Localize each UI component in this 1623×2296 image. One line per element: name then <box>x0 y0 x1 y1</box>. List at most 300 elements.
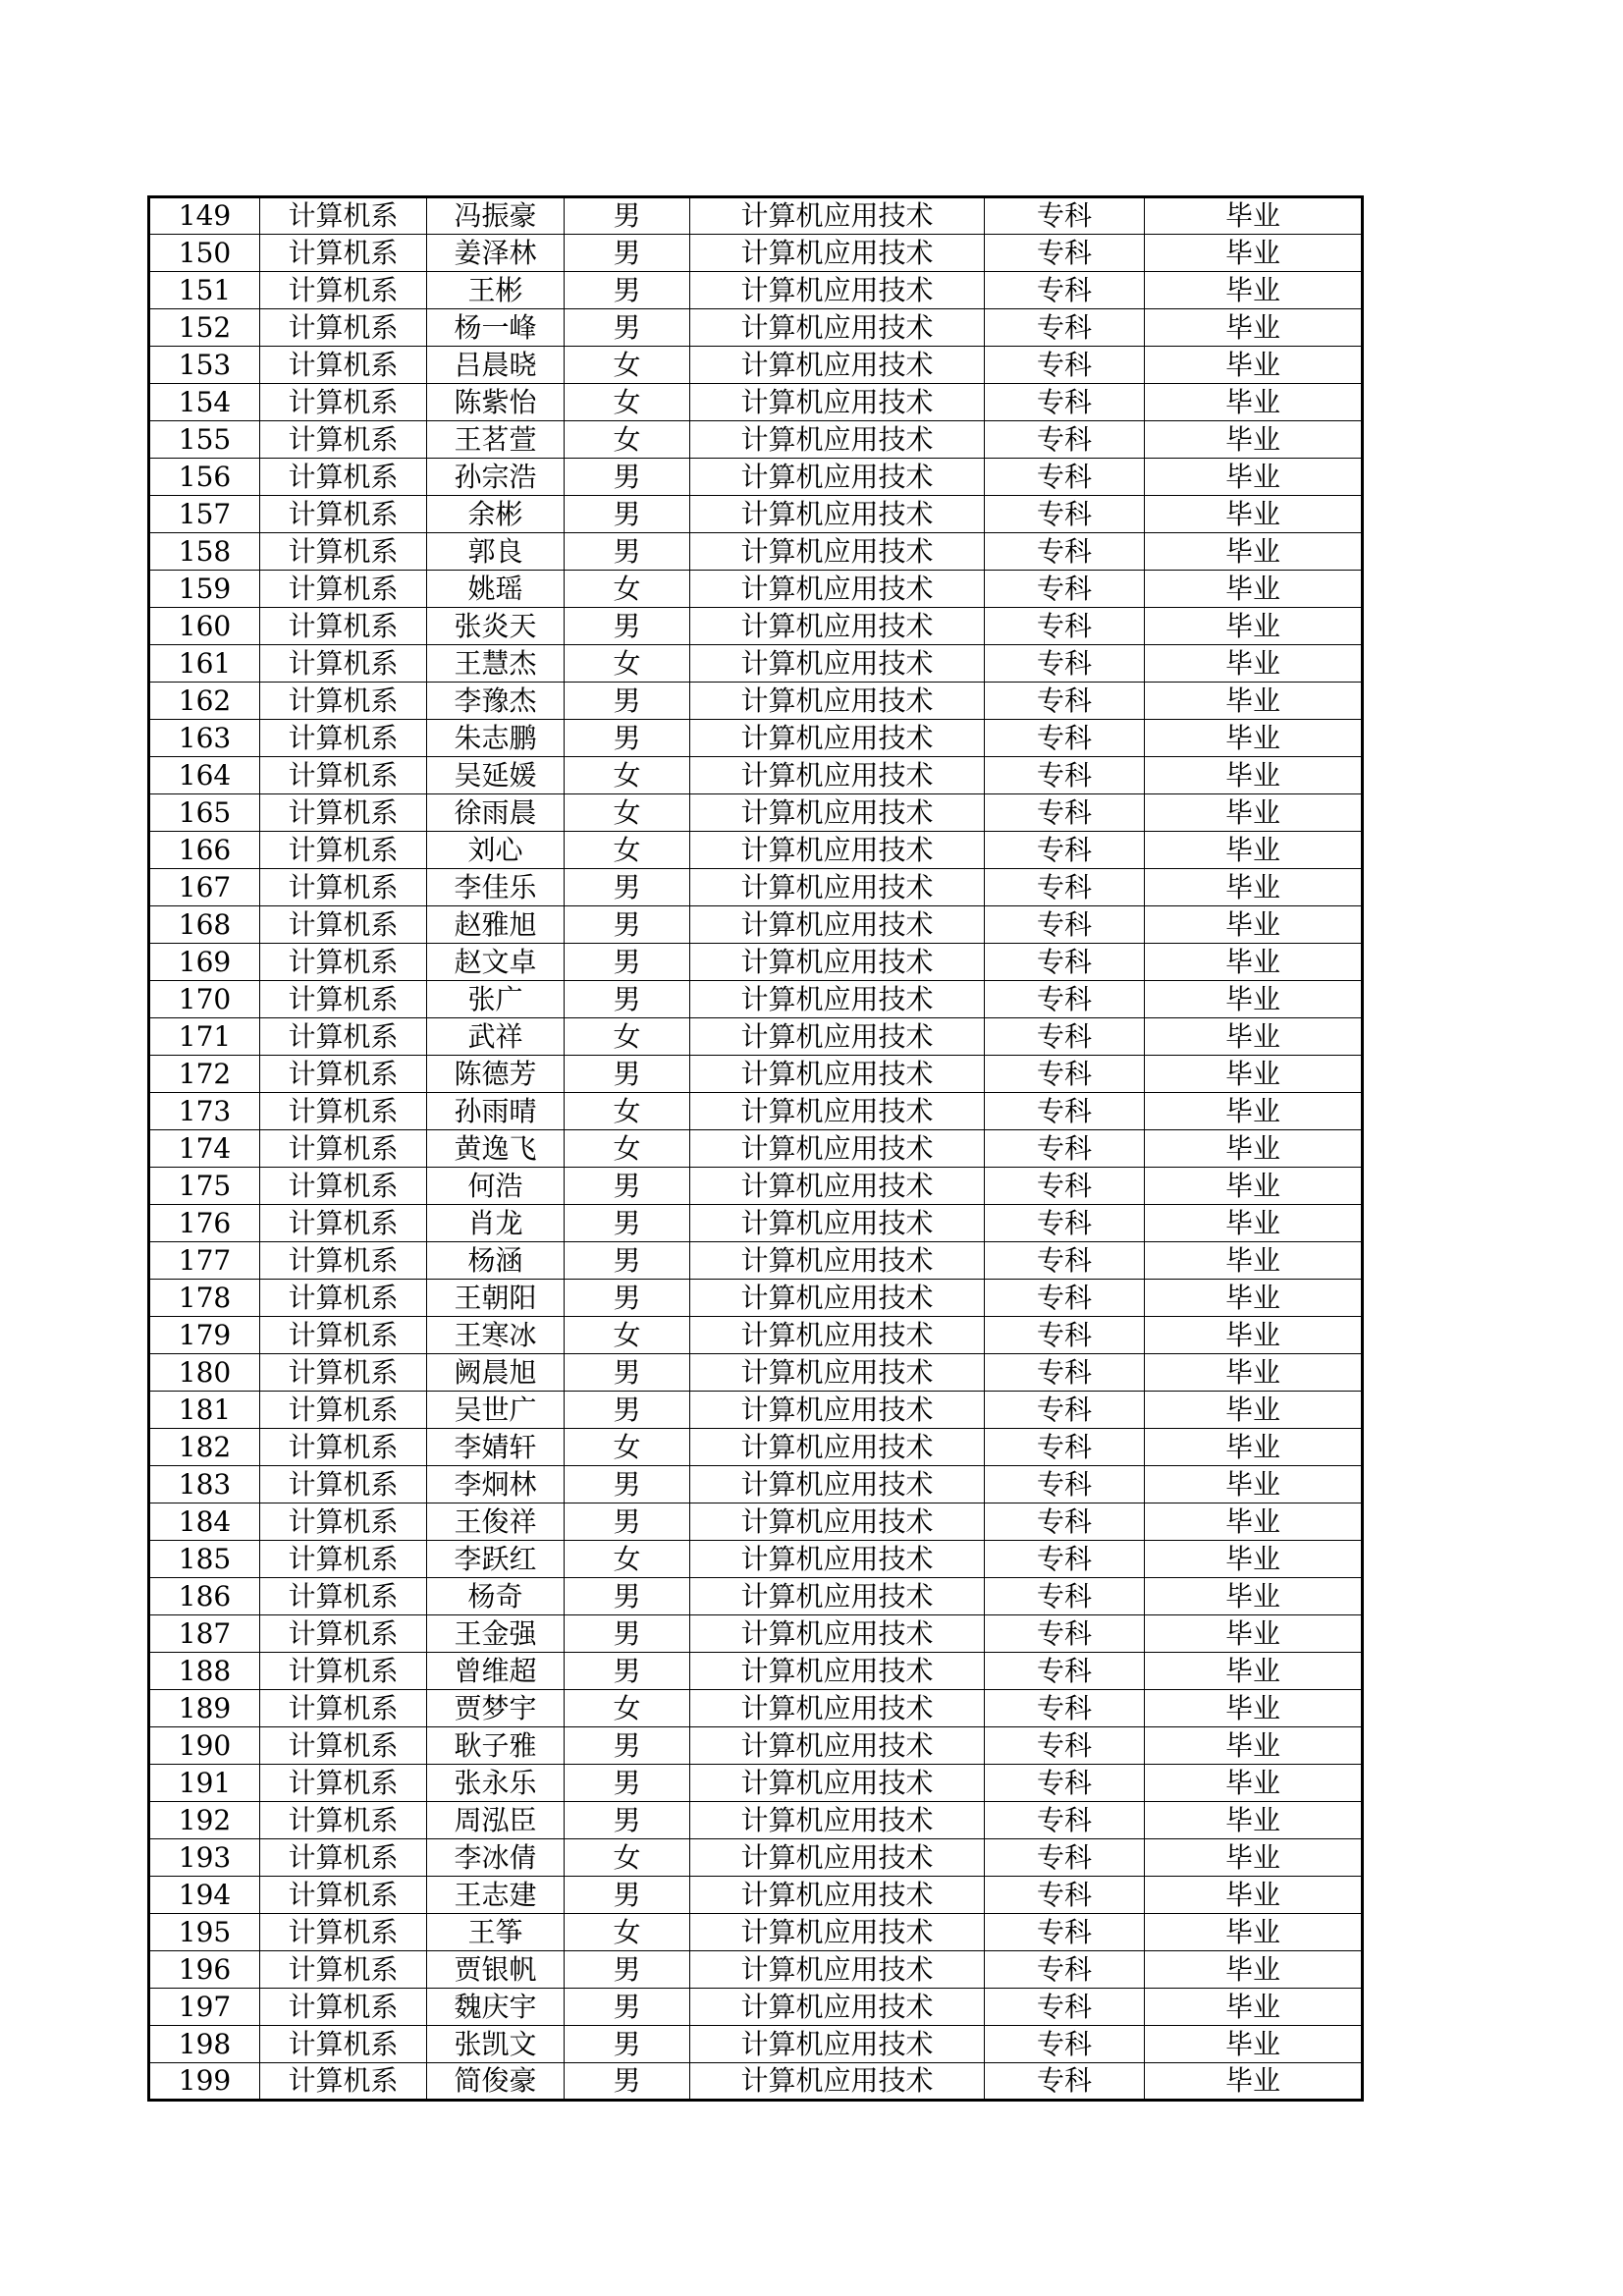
row-number-cell: 184 <box>149 1503 260 1541</box>
status-cell: 毕业 <box>1145 757 1363 794</box>
level-cell: 专科 <box>985 1205 1145 1242</box>
row-number-cell: 170 <box>149 981 260 1018</box>
table-row <box>149 645 1363 683</box>
table-row <box>149 533 1363 571</box>
gender-cell: 女 <box>565 1130 690 1168</box>
name-cell: 贾银帆 <box>427 1951 565 1989</box>
major-cell: 计算机应用技术 <box>690 1914 985 1951</box>
gender-cell: 男 <box>565 981 690 1018</box>
table-row <box>149 1354 1363 1392</box>
status-cell: 毕业 <box>1145 1765 1363 1802</box>
row-number-cell: 192 <box>149 1802 260 1839</box>
gender-cell: 男 <box>565 533 690 571</box>
name-cell: 李婧轩 <box>427 1429 565 1466</box>
level-cell: 专科 <box>985 1727 1145 1765</box>
status-cell: 毕业 <box>1145 981 1363 1018</box>
major-cell: 计算机应用技术 <box>690 1168 985 1205</box>
name-cell: 赵文卓 <box>427 944 565 981</box>
table-row <box>149 1503 1363 1541</box>
level-cell: 专科 <box>985 757 1145 794</box>
department-cell: 计算机系 <box>260 1242 427 1280</box>
level-cell: 专科 <box>985 384 1145 421</box>
row-number-cell: 176 <box>149 1205 260 1242</box>
row-number-cell: 158 <box>149 533 260 571</box>
table-row <box>149 683 1363 720</box>
status-cell: 毕业 <box>1145 2063 1363 2101</box>
department-cell: 计算机系 <box>260 981 427 1018</box>
row-number-cell: 177 <box>149 1242 260 1280</box>
level-cell: 专科 <box>985 683 1145 720</box>
department-cell: 计算机系 <box>260 869 427 906</box>
row-number-cell: 197 <box>149 1989 260 2026</box>
name-cell: 肖龙 <box>427 1205 565 1242</box>
gender-cell: 男 <box>565 309 690 347</box>
name-cell: 李佳乐 <box>427 869 565 906</box>
major-cell: 计算机应用技术 <box>690 794 985 832</box>
level-cell: 专科 <box>985 235 1145 272</box>
gender-cell: 男 <box>565 1951 690 1989</box>
level-cell: 专科 <box>985 1690 1145 1727</box>
status-cell: 毕业 <box>1145 1541 1363 1578</box>
level-cell: 专科 <box>985 1392 1145 1429</box>
major-cell: 计算机应用技术 <box>690 1802 985 1839</box>
name-cell: 王寒冰 <box>427 1317 565 1354</box>
department-cell: 计算机系 <box>260 1615 427 1653</box>
department-cell: 计算机系 <box>260 1392 427 1429</box>
name-cell: 何浩 <box>427 1168 565 1205</box>
level-cell: 专科 <box>985 1466 1145 1503</box>
level-cell: 专科 <box>985 645 1145 683</box>
table-row <box>149 347 1363 384</box>
name-cell: 张凯文 <box>427 2026 565 2063</box>
department-cell: 计算机系 <box>260 309 427 347</box>
name-cell: 姚瑶 <box>427 571 565 608</box>
major-cell: 计算机应用技术 <box>690 1056 985 1093</box>
major-cell: 计算机应用技术 <box>690 1727 985 1765</box>
name-cell: 杨一峰 <box>427 309 565 347</box>
name-cell: 刘心 <box>427 832 565 869</box>
table-row <box>149 1242 1363 1280</box>
major-cell: 计算机应用技术 <box>690 2026 985 2063</box>
major-cell: 计算机应用技术 <box>690 1541 985 1578</box>
name-cell: 陈紫怡 <box>427 384 565 421</box>
major-cell: 计算机应用技术 <box>690 1130 985 1168</box>
status-cell: 毕业 <box>1145 794 1363 832</box>
table-row <box>149 1317 1363 1354</box>
level-cell: 专科 <box>985 309 1145 347</box>
row-number-cell: 193 <box>149 1839 260 1877</box>
table-row <box>149 1914 1363 1951</box>
name-cell: 吕晨晓 <box>427 347 565 384</box>
department-cell: 计算机系 <box>260 2026 427 2063</box>
gender-cell: 女 <box>565 571 690 608</box>
department-cell: 计算机系 <box>260 459 427 496</box>
level-cell: 专科 <box>985 1168 1145 1205</box>
department-cell: 计算机系 <box>260 1130 427 1168</box>
major-cell: 计算机应用技术 <box>690 608 985 645</box>
name-cell: 吴延媛 <box>427 757 565 794</box>
gender-cell: 女 <box>565 1839 690 1877</box>
gender-cell: 女 <box>565 1690 690 1727</box>
level-cell: 专科 <box>985 794 1145 832</box>
department-cell: 计算机系 <box>260 1839 427 1877</box>
department-cell: 计算机系 <box>260 1914 427 1951</box>
name-cell: 杨奇 <box>427 1578 565 1615</box>
status-cell: 毕业 <box>1145 459 1363 496</box>
name-cell: 武祥 <box>427 1018 565 1056</box>
row-number-cell: 181 <box>149 1392 260 1429</box>
level-cell: 专科 <box>985 1802 1145 1839</box>
level-cell: 专科 <box>985 1503 1145 1541</box>
table-row <box>149 1802 1363 1839</box>
row-number-cell: 173 <box>149 1093 260 1130</box>
department-cell: 计算机系 <box>260 1653 427 1690</box>
gender-cell: 男 <box>565 1877 690 1914</box>
major-cell: 计算机应用技术 <box>690 645 985 683</box>
status-cell: 毕业 <box>1145 533 1363 571</box>
table-row <box>149 1541 1363 1578</box>
gender-cell: 男 <box>565 496 690 533</box>
table-row <box>149 1653 1363 1690</box>
gender-cell: 男 <box>565 683 690 720</box>
gender-cell: 男 <box>565 944 690 981</box>
department-cell: 计算机系 <box>260 235 427 272</box>
name-cell: 王朝阳 <box>427 1280 565 1317</box>
table-row <box>149 2063 1363 2101</box>
name-cell: 王俊祥 <box>427 1503 565 1541</box>
major-cell: 计算机应用技术 <box>690 1466 985 1503</box>
row-number-cell: 165 <box>149 794 260 832</box>
gender-cell: 女 <box>565 1914 690 1951</box>
status-cell: 毕业 <box>1145 683 1363 720</box>
level-cell: 专科 <box>985 1578 1145 1615</box>
status-cell: 毕业 <box>1145 608 1363 645</box>
table-row <box>149 1466 1363 1503</box>
status-cell: 毕业 <box>1145 1205 1363 1242</box>
level-cell: 专科 <box>985 1877 1145 1914</box>
major-cell: 计算机应用技术 <box>690 1093 985 1130</box>
row-number-cell: 157 <box>149 496 260 533</box>
gender-cell: 男 <box>565 1578 690 1615</box>
table-row <box>149 1018 1363 1056</box>
row-number-cell: 164 <box>149 757 260 794</box>
department-cell: 计算机系 <box>260 197 427 235</box>
gender-cell: 男 <box>565 1727 690 1765</box>
department-cell: 计算机系 <box>260 1877 427 1914</box>
major-cell: 计算机应用技术 <box>690 1839 985 1877</box>
gender-cell: 男 <box>565 235 690 272</box>
level-cell: 专科 <box>985 571 1145 608</box>
row-number-cell: 187 <box>149 1615 260 1653</box>
name-cell: 张广 <box>427 981 565 1018</box>
table-row <box>149 421 1363 459</box>
table-row <box>149 1839 1363 1877</box>
status-cell: 毕业 <box>1145 1503 1363 1541</box>
table-row <box>149 384 1363 421</box>
major-cell: 计算机应用技术 <box>690 459 985 496</box>
status-cell: 毕业 <box>1145 1690 1363 1727</box>
department-cell: 计算机系 <box>260 1056 427 1093</box>
table-row <box>149 1727 1363 1765</box>
gender-cell: 女 <box>565 1317 690 1354</box>
gender-cell: 女 <box>565 421 690 459</box>
name-cell: 王彬 <box>427 272 565 309</box>
major-cell: 计算机应用技术 <box>690 1205 985 1242</box>
name-cell: 王筝 <box>427 1914 565 1951</box>
name-cell: 阙晨旭 <box>427 1354 565 1392</box>
status-cell: 毕业 <box>1145 1242 1363 1280</box>
department-cell: 计算机系 <box>260 1466 427 1503</box>
table-row <box>149 197 1363 235</box>
major-cell: 计算机应用技术 <box>690 1989 985 2026</box>
status-cell: 毕业 <box>1145 272 1363 309</box>
row-number-cell: 159 <box>149 571 260 608</box>
department-cell: 计算机系 <box>260 645 427 683</box>
row-number-cell: 171 <box>149 1018 260 1056</box>
name-cell: 曾维超 <box>427 1653 565 1690</box>
row-number-cell: 194 <box>149 1877 260 1914</box>
major-cell: 计算机应用技术 <box>690 906 985 944</box>
level-cell: 专科 <box>985 459 1145 496</box>
department-cell: 计算机系 <box>260 571 427 608</box>
major-cell: 计算机应用技术 <box>690 496 985 533</box>
department-cell: 计算机系 <box>260 1578 427 1615</box>
row-number-cell: 198 <box>149 2026 260 2063</box>
major-cell: 计算机应用技术 <box>690 1615 985 1653</box>
department-cell: 计算机系 <box>260 1765 427 1802</box>
level-cell: 专科 <box>985 720 1145 757</box>
level-cell: 专科 <box>985 533 1145 571</box>
table-row <box>149 869 1363 906</box>
status-cell: 毕业 <box>1145 906 1363 944</box>
status-cell: 毕业 <box>1145 384 1363 421</box>
name-cell: 耿子雅 <box>427 1727 565 1765</box>
table-row <box>149 1578 1363 1615</box>
major-cell: 计算机应用技术 <box>690 869 985 906</box>
row-number-cell: 186 <box>149 1578 260 1615</box>
table-row <box>149 1093 1363 1130</box>
row-number-cell: 190 <box>149 1727 260 1765</box>
department-cell: 计算机系 <box>260 906 427 944</box>
gender-cell: 男 <box>565 1392 690 1429</box>
major-cell: 计算机应用技术 <box>690 1578 985 1615</box>
name-cell: 孙宗浩 <box>427 459 565 496</box>
table-row <box>149 309 1363 347</box>
level-cell: 专科 <box>985 1018 1145 1056</box>
status-cell: 毕业 <box>1145 1727 1363 1765</box>
status-cell: 毕业 <box>1145 1056 1363 1093</box>
gender-cell: 女 <box>565 757 690 794</box>
table-row <box>149 496 1363 533</box>
gender-cell: 男 <box>565 1280 690 1317</box>
status-cell: 毕业 <box>1145 1615 1363 1653</box>
department-cell: 计算机系 <box>260 1093 427 1130</box>
name-cell: 李炯林 <box>427 1466 565 1503</box>
status-cell: 毕业 <box>1145 1839 1363 1877</box>
name-cell: 杨涵 <box>427 1242 565 1280</box>
status-cell: 毕业 <box>1145 309 1363 347</box>
status-cell: 毕业 <box>1145 496 1363 533</box>
table-row <box>149 1615 1363 1653</box>
gender-cell: 男 <box>565 1615 690 1653</box>
name-cell: 王金强 <box>427 1615 565 1653</box>
name-cell: 黄逸飞 <box>427 1130 565 1168</box>
table-row <box>149 944 1363 981</box>
gender-cell: 男 <box>565 720 690 757</box>
name-cell: 李跃红 <box>427 1541 565 1578</box>
level-cell: 专科 <box>985 421 1145 459</box>
department-cell: 计算机系 <box>260 683 427 720</box>
department-cell: 计算机系 <box>260 832 427 869</box>
status-cell: 毕业 <box>1145 1093 1363 1130</box>
row-number-cell: 199 <box>149 2063 260 2101</box>
row-number-cell: 188 <box>149 1653 260 1690</box>
department-cell: 计算机系 <box>260 608 427 645</box>
status-cell: 毕业 <box>1145 421 1363 459</box>
department-cell: 计算机系 <box>260 1354 427 1392</box>
major-cell: 计算机应用技术 <box>690 571 985 608</box>
level-cell: 专科 <box>985 1989 1145 2026</box>
gender-cell: 男 <box>565 1802 690 1839</box>
level-cell: 专科 <box>985 1653 1145 1690</box>
department-cell: 计算机系 <box>260 794 427 832</box>
status-cell: 毕业 <box>1145 1802 1363 1839</box>
major-cell: 计算机应用技术 <box>690 272 985 309</box>
level-cell: 专科 <box>985 1429 1145 1466</box>
department-cell: 计算机系 <box>260 2063 427 2101</box>
name-cell: 吴世广 <box>427 1392 565 1429</box>
major-cell: 计算机应用技术 <box>690 197 985 235</box>
status-cell: 毕业 <box>1145 197 1363 235</box>
name-cell: 余彬 <box>427 496 565 533</box>
row-number-cell: 195 <box>149 1914 260 1951</box>
name-cell: 李冰倩 <box>427 1839 565 1877</box>
major-cell: 计算机应用技术 <box>690 832 985 869</box>
status-cell: 毕业 <box>1145 1168 1363 1205</box>
level-cell: 专科 <box>985 1130 1145 1168</box>
name-cell: 郭良 <box>427 533 565 571</box>
major-cell: 计算机应用技术 <box>690 1503 985 1541</box>
row-number-cell: 180 <box>149 1354 260 1392</box>
table-row <box>149 832 1363 869</box>
status-cell: 毕业 <box>1145 1354 1363 1392</box>
gender-cell: 男 <box>565 1503 690 1541</box>
major-cell: 计算机应用技术 <box>690 533 985 571</box>
name-cell: 姜泽林 <box>427 235 565 272</box>
level-cell: 专科 <box>985 2063 1145 2101</box>
row-number-cell: 183 <box>149 1466 260 1503</box>
name-cell: 张炎天 <box>427 608 565 645</box>
table-row <box>149 608 1363 645</box>
status-cell: 毕业 <box>1145 1653 1363 1690</box>
level-cell: 专科 <box>985 347 1145 384</box>
major-cell: 计算机应用技术 <box>690 1877 985 1914</box>
name-cell: 周泓臣 <box>427 1802 565 1839</box>
table-row <box>149 1168 1363 1205</box>
gender-cell: 男 <box>565 272 690 309</box>
department-cell: 计算机系 <box>260 1018 427 1056</box>
row-number-cell: 169 <box>149 944 260 981</box>
row-number-cell: 185 <box>149 1541 260 1578</box>
level-cell: 专科 <box>985 1093 1145 1130</box>
row-number-cell: 153 <box>149 347 260 384</box>
gender-cell: 女 <box>565 1018 690 1056</box>
status-cell: 毕业 <box>1145 1914 1363 1951</box>
department-cell: 计算机系 <box>260 1989 427 2026</box>
major-cell: 计算机应用技术 <box>690 720 985 757</box>
level-cell: 专科 <box>985 1951 1145 1989</box>
name-cell: 冯振豪 <box>427 197 565 235</box>
level-cell: 专科 <box>985 1765 1145 1802</box>
table-row <box>149 981 1363 1018</box>
gender-cell: 男 <box>565 2063 690 2101</box>
table-row <box>149 272 1363 309</box>
name-cell: 王志建 <box>427 1877 565 1914</box>
name-cell: 王慧杰 <box>427 645 565 683</box>
table-row <box>149 459 1363 496</box>
gender-cell: 男 <box>565 1989 690 2026</box>
name-cell: 朱志鹏 <box>427 720 565 757</box>
gender-cell: 男 <box>565 197 690 235</box>
department-cell: 计算机系 <box>260 1541 427 1578</box>
table-row <box>149 1877 1363 1914</box>
level-cell: 专科 <box>985 944 1145 981</box>
table-row <box>149 235 1363 272</box>
status-cell: 毕业 <box>1145 1130 1363 1168</box>
row-number-cell: 175 <box>149 1168 260 1205</box>
department-cell: 计算机系 <box>260 347 427 384</box>
gender-cell: 男 <box>565 1242 690 1280</box>
department-cell: 计算机系 <box>260 272 427 309</box>
name-cell: 简俊豪 <box>427 2063 565 2101</box>
status-cell: 毕业 <box>1145 869 1363 906</box>
table-row <box>149 571 1363 608</box>
department-cell: 计算机系 <box>260 757 427 794</box>
major-cell: 计算机应用技术 <box>690 1690 985 1727</box>
row-number-cell: 160 <box>149 608 260 645</box>
major-cell: 计算机应用技术 <box>690 683 985 720</box>
status-cell: 毕业 <box>1145 832 1363 869</box>
table-body <box>149 197 1363 2101</box>
major-cell: 计算机应用技术 <box>690 981 985 1018</box>
major-cell: 计算机应用技术 <box>690 347 985 384</box>
row-number-cell: 167 <box>149 869 260 906</box>
major-cell: 计算机应用技术 <box>690 757 985 794</box>
level-cell: 专科 <box>985 869 1145 906</box>
table-row <box>149 1989 1363 2026</box>
row-number-cell: 196 <box>149 1951 260 1989</box>
table-row <box>149 794 1363 832</box>
row-number-cell: 166 <box>149 832 260 869</box>
row-number-cell: 150 <box>149 235 260 272</box>
row-number-cell: 191 <box>149 1765 260 1802</box>
name-cell: 孙雨晴 <box>427 1093 565 1130</box>
level-cell: 专科 <box>985 1056 1145 1093</box>
status-cell: 毕业 <box>1145 347 1363 384</box>
status-cell: 毕业 <box>1145 1466 1363 1503</box>
student-table <box>147 195 1364 2102</box>
major-cell: 计算机应用技术 <box>690 1242 985 1280</box>
status-cell: 毕业 <box>1145 1280 1363 1317</box>
gender-cell: 女 <box>565 347 690 384</box>
status-cell: 毕业 <box>1145 1392 1363 1429</box>
row-number-cell: 172 <box>149 1056 260 1093</box>
major-cell: 计算机应用技术 <box>690 944 985 981</box>
gender-cell: 女 <box>565 645 690 683</box>
name-cell: 徐雨晨 <box>427 794 565 832</box>
table-row <box>149 906 1363 944</box>
gender-cell: 女 <box>565 832 690 869</box>
